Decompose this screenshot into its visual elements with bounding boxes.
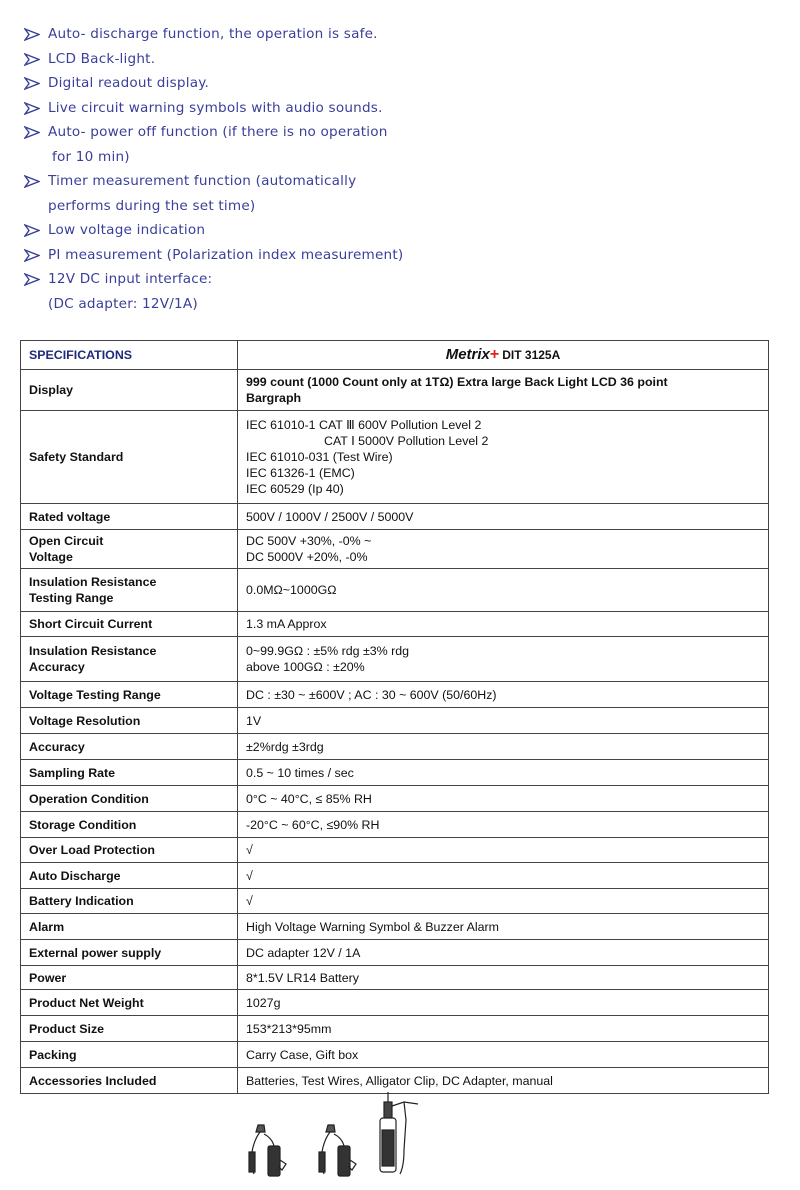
spec-header-label: SPECIFICATIONS	[21, 341, 238, 370]
arrow-bullet-icon	[24, 28, 40, 41]
spec-value: DC adapter 12V / 1A	[238, 940, 769, 966]
spec-label: Alarm	[21, 914, 238, 940]
feature-item	[24, 71, 584, 96]
arrow-bullet-icon	[24, 175, 40, 188]
table-row	[21, 411, 769, 504]
spec-label-line: Insulation Resistance	[29, 575, 157, 589]
table-row	[21, 734, 769, 760]
spec-label-line: Open Circuit	[29, 534, 104, 548]
table-row	[21, 990, 769, 1016]
spec-label	[21, 569, 238, 612]
spec-label: Accuracy	[21, 734, 238, 760]
spec-value	[238, 530, 769, 569]
spec-label: Short Circuit Current	[21, 612, 238, 637]
spec-value-line: 999 count (1000 Count only at 1TΩ) Extra large Back Light LCD 36 point	[246, 375, 668, 389]
table-row	[21, 786, 769, 812]
arrow-bullet-icon	[24, 102, 40, 115]
feature-item	[24, 47, 584, 72]
spec-label: External power supply	[21, 940, 238, 966]
table-row	[21, 569, 769, 612]
table-header-row	[21, 341, 769, 370]
arrow-bullet-icon	[24, 273, 40, 286]
spec-value: 500V / 1000V / 2500V / 5000V	[238, 504, 769, 530]
spec-value: 0.0MΩ~1000GΩ	[238, 569, 769, 612]
spec-label: Rated voltage	[21, 504, 238, 530]
arrow-bullet-icon	[24, 53, 40, 66]
spec-label	[21, 530, 238, 569]
spec-value	[238, 370, 769, 411]
brand-plus-mark: +	[489, 346, 500, 363]
spec-label: Operation Condition	[21, 786, 238, 812]
spec-label-line: Voltage	[29, 550, 73, 564]
spec-value: High Voltage Warning Symbol & Buzzer Alarm	[238, 914, 769, 940]
spec-value-line: CAT Ⅰ 5000V Pollution Level 2	[324, 434, 489, 448]
feature-item	[24, 267, 584, 316]
spec-value-line: IEC 61010-1 CAT Ⅲ 600V Pollution Level 2	[246, 418, 482, 432]
table-row	[21, 914, 769, 940]
feature-item	[24, 218, 584, 243]
spec-value: 8*1.5V LR14 Battery	[238, 966, 769, 990]
spec-label-line: Testing Range	[29, 591, 114, 605]
table-row	[21, 682, 769, 708]
arrow-bullet-icon	[24, 77, 40, 90]
spec-value: ±2%rdg ±3rdg	[238, 734, 769, 760]
feature-text: Digital readout display.	[48, 75, 210, 91]
spec-label: Sampling Rate	[21, 760, 238, 786]
spec-value-line: DC 500V +30%, -0% ~	[246, 534, 372, 548]
spec-value-line: 0~99.9GΩ : ±5% rdg ±3% rdg	[246, 644, 410, 658]
model-name: DIT 3125A	[502, 348, 561, 362]
feature-text: Live circuit warning symbols with audio sounds.	[48, 99, 383, 116]
alligator-clip-lead-icon	[319, 1125, 356, 1176]
feature-text: Auto- power off function (if there is no operation	[48, 124, 388, 140]
spec-label: Power	[21, 966, 238, 990]
spec-label: Voltage Testing Range	[21, 682, 238, 708]
spec-value-line: IEC 61010-031 (Test Wire)	[246, 450, 393, 464]
feature-item	[24, 243, 584, 268]
brand-logo-text: Metrix	[445, 346, 490, 363]
table-row	[21, 889, 769, 914]
spec-label: Battery Indication	[21, 889, 238, 914]
feature-text: LCD Back-light.	[48, 50, 156, 67]
table-row	[21, 838, 769, 863]
spec-value: 0.5 ~ 10 times / sec	[238, 760, 769, 786]
spec-label	[21, 637, 238, 682]
brand-model-header	[238, 341, 769, 370]
spec-label: Packing	[21, 1042, 238, 1068]
spec-label: Accessories Included	[21, 1068, 238, 1094]
feature-text: Timer measurement function (automatically	[48, 173, 357, 189]
spec-value: DC : ±30 ~ ±600V ; AC : 30 ~ 600V (50/60Hz)	[238, 682, 769, 708]
alligator-clip-lead-icon	[249, 1125, 286, 1176]
table-row	[21, 637, 769, 682]
feature-text: PI measurement (Polarization index measurement)	[48, 246, 404, 263]
spec-value: 1.3 mA Approx	[238, 612, 769, 637]
feature-text-continued: (DC adapter: 12V/1A)	[48, 295, 198, 312]
feature-text-continued: for 10 min)	[52, 148, 130, 165]
table-row	[21, 612, 769, 637]
spec-value-line: DC 5000V +20%, -0%	[246, 550, 368, 564]
spec-label: Product Size	[21, 1016, 238, 1042]
table-row	[21, 370, 769, 411]
feature-text: 12V DC input interface:	[48, 271, 213, 287]
test-probe-icon	[380, 1092, 418, 1174]
spec-value: Batteries, Test Wires, Alligator Clip, DC Adapter, manual	[238, 1068, 769, 1094]
spec-value	[238, 411, 769, 504]
arrow-bullet-icon	[24, 249, 40, 262]
spec-value-line: IEC 60529 (Ip 40)	[246, 482, 344, 496]
spec-value	[238, 637, 769, 682]
feature-text: Auto- discharge function, the operation is safe.	[48, 26, 378, 42]
spec-value-line: IEC 61326-1 (EMC)	[246, 466, 355, 480]
accessories-illustration	[228, 1090, 448, 1185]
spec-value-line: above 100GΩ : ±20%	[246, 660, 365, 674]
feature-list	[24, 22, 584, 316]
spec-value: 1027g	[238, 990, 769, 1016]
feature-item	[24, 22, 584, 47]
spec-label: Storage Condition	[21, 812, 238, 838]
spec-label: Over Load Protection	[21, 838, 238, 863]
arrow-bullet-icon	[24, 224, 40, 237]
feature-item	[24, 96, 584, 121]
table-row	[21, 1042, 769, 1068]
feature-item	[24, 169, 584, 218]
feature-item	[24, 120, 584, 169]
spec-value: √	[238, 889, 769, 914]
table-row	[21, 940, 769, 966]
spec-label: Auto Discharge	[21, 863, 238, 889]
spec-value-line: Bargraph	[246, 391, 302, 405]
spec-value: -20°C ~ 60°C, ≤90% RH	[238, 812, 769, 838]
table-row	[21, 530, 769, 569]
spec-value: √	[238, 863, 769, 889]
table-row	[21, 708, 769, 734]
spec-value: √	[238, 838, 769, 863]
feature-text: Low voltage indication	[48, 222, 206, 238]
table-row	[21, 863, 769, 889]
table-row	[21, 1016, 769, 1042]
table-row	[21, 966, 769, 990]
table-row	[21, 504, 769, 530]
spec-table	[20, 340, 769, 1094]
spec-label-line: Accuracy	[29, 660, 85, 674]
spec-value: 1V	[238, 708, 769, 734]
spec-value: 0°C ~ 40°C, ≤ 85% RH	[238, 786, 769, 812]
table-row	[21, 760, 769, 786]
table-row	[21, 812, 769, 838]
spec-label: Safety Standard	[21, 411, 238, 504]
spec-label: Voltage Resolution	[21, 708, 238, 734]
spec-label: Product Net Weight	[21, 990, 238, 1016]
feature-text-continued: performs during the set time)	[48, 197, 256, 214]
spec-label: Display	[21, 370, 238, 411]
arrow-bullet-icon	[24, 126, 40, 139]
spec-value: 153*213*95mm	[238, 1016, 769, 1042]
spec-value: Carry Case, Gift box	[238, 1042, 769, 1068]
spec-label-line: Insulation Resistance	[29, 644, 157, 658]
